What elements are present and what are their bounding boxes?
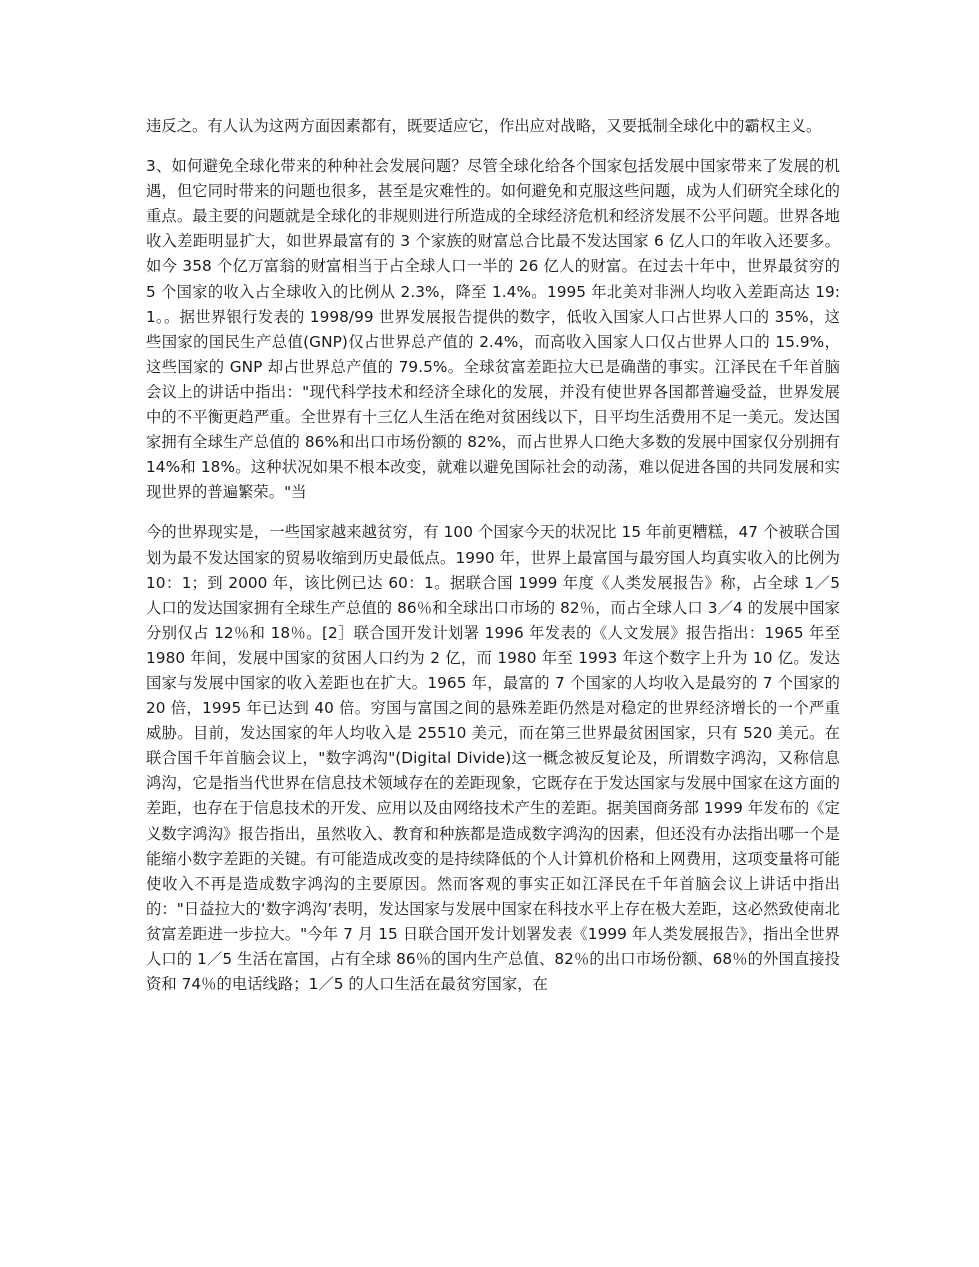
paragraph-1: 违反之。有人认为这两方面因素都有，既要适应它，作出应对战略，又要抵制全球化中的霸权主义。 [146, 117, 822, 135]
document-body [146, 114, 840, 1012]
paragraph-3: 今的世界现实是，一些国家越来越贫穷，有 100 个国家今天的状况比 15 年前更糟糕，47 个被联合国划为最不发达国家的贸易收缩到历史最低点。1990 年，世界上最富国与最穷国人均真实收入的比例为 10：1；到 2000 年，该比例已达 60：1。据联合国 1999 年度《人类发展报告》称，占全球 1／5 人口的发达国家拥有全球生产总值的 86％和全球出口市场的 82％，而占全球人口 3／4 的发展中国家分别仅占 12％和 18％。[2］联合国开发计划署 1996 年发表的《人文发展》报告指出：1965 年至 1980 年间，发展中国家的贫困人口约为 2 亿，而 1980 年至 1993 年这个数字上升为 10 亿。发达国家与发展中国家的收入差距也在扩大。1965 年，最富的 7 个国家的人均收入是最穷的 7 个国家的 20 倍，1995 年已达到 40 倍。穷国与富国之间的悬殊差距仍然是对稳定的世界经济增长的一个严重威胁。目前，发达国家的年人均收入是 25510 美元，而在第三世界最贫困国家，只有 520 美元。在联合国千年首脑会议上，"数字鸿沟"(Digital Divide)这一概念被反复论及，所谓数字鸿沟，又称信息鸿沟，它是指当代世界在信息技术领域存在的差距现象，它既存在于发达国家与发展中国家在这方面的差距，也存在于信息技术的开发、应用以及由网络技术产生的差距。据美国商务部 1999 年发布的《定义数字鸿沟》报告指出，虽然收入、教育和种族都是造成数字鸿沟的因素，但还没有办法指出哪一个是能缩小数字差距的关键。有可能造成改变的是持续降低的个人计算机价格和上网费用，这项变量将可能使收入不再是造成数字鸿沟的主要原因。然而客观的事实正如江泽民在千年首脑会议上讲话中指出的："日益拉大的‘数字鸿沟’表明，发达国家与发展中国家在科技水平上存在极大差距，这必然致使南北贫富差距进一步拉大。"今年 7 月 15 日联合国开发计划署发表《1999 年人类发展报告》，指出全世界人口的 1／5 生活在富国，占有全球 86％的国内生产总值、82％的出口市场份额、68％的外国直接投资和 74％的电话线路；1／5 的人口生活在最贫穷国家，在 [146, 523, 840, 994]
paragraph-2: 3、如何避免全球化带来的种种社会发展问题？尽管全球化给各个国家包括发展中国家带来了发展的机遇，但它同时带来的问题也很多，甚至是灾难性的。如何避免和克服这些问题，成为人们研究全球化的重点。最主要的问题就是全球化的非规则进行所造成的全球经济危机和经济发展不公平问题。世界各地收入差距明显扩大，如世界最富有的 3 个家族的财富总合比最不发达国家 6 亿人口的年收入还要多。如今 358 个亿万富翁的财富相当于占全球人口一半的 26 亿人的财富。在过去十年中，世界最贫穷的 5 个国家的收入占全球收入的比例从 2.3%，降至 1.4%。1995 年北美对非洲人均收入差距高达 19:1。。据世界银行发表的 1998/99 世界发展报告提供的数字，低收入国家人口占世界人口的 35%，这些国家的国民生产总值(GNP)仅占世界总产值的 2.4%，而高收入国家人口仅占世界人口的 15.9%，这些国家的 GNP 却占世界总产值的 79.5%。全球贫富差距拉大已是确凿的事实。江泽民在千年首脑会议上的讲话中指出："现代科学技术和经济全球化的发展，并没有使世界各国都普遍受益，世界发展中的不平衡更趋严重。全世界有十三亿人生活在绝对贫困线以下，日平均生活费用不足一美元。发达国家拥有全球生产总值的 86%和出口市场份额的 82%，而占世界人口绝大多数的发展中国家仅分别拥有 14%和 18%。这种状况如果不根本改变，就难以避免国际社会的动荡，难以促进各国的共同发展和实现世界的普遍繁荣。"当 [146, 157, 840, 502]
